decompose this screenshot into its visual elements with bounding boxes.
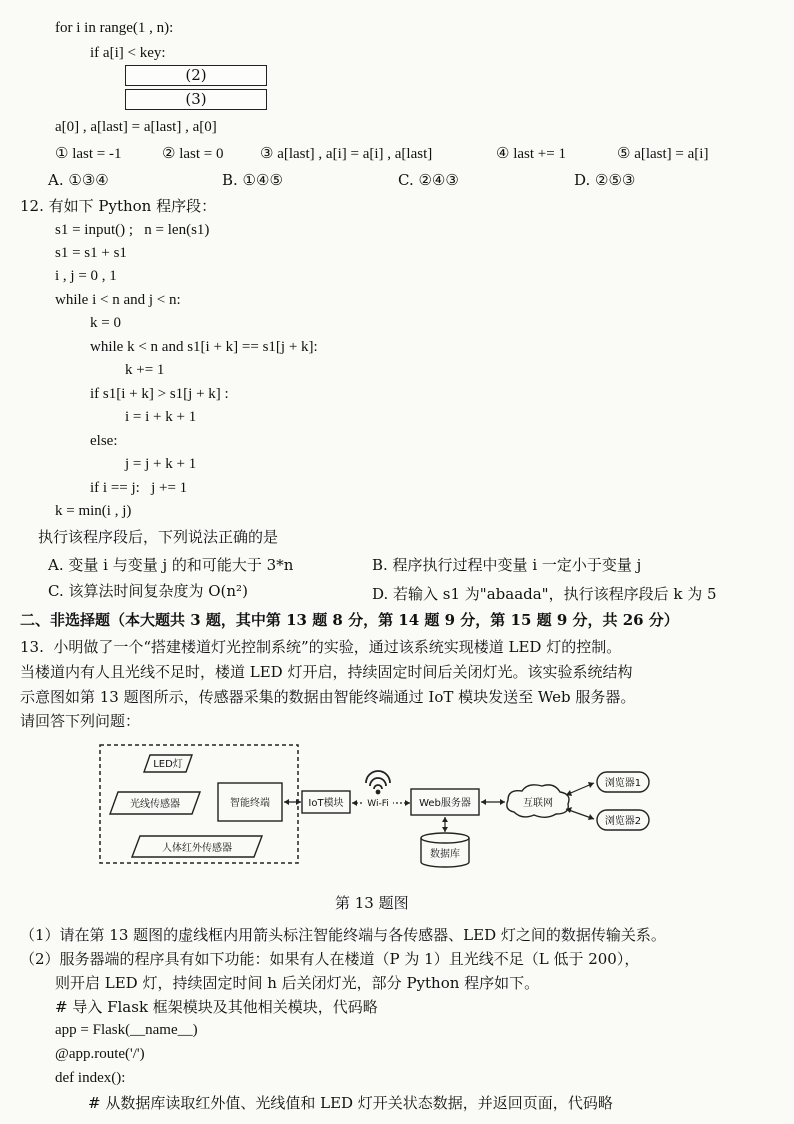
- q12-code-line: if s1[i + k] > s1[j + k] :: [90, 386, 229, 402]
- terminal-label: 智能终端: [230, 798, 270, 809]
- q11-option-1: ① last = -1: [55, 146, 122, 162]
- section-heading: 二、非选择题（本大题共 3 题，其中第 13 题 8 分，第 14 题 9 分，第 15 题 9 分，共 26 分）: [20, 611, 679, 629]
- q12-code-line: i = i + k + 1: [125, 409, 197, 425]
- q12-code-line: k = 0: [90, 315, 121, 331]
- q13-sub1: （1）请在第 13 题图的虚线框内用箭头标注智能终端与各传感器、LED 灯之间的数据传输关系。: [20, 926, 666, 944]
- wifi-icon: [366, 771, 390, 794]
- wifi-label: Wi-Fi: [367, 799, 389, 809]
- q11-option-2: ② last = 0: [162, 146, 224, 162]
- q11-option-3: ③ a[last] , a[i] = a[i] , a[last]: [260, 146, 433, 162]
- q11-choice-b: B. ①④⑤: [222, 171, 283, 189]
- q11-option-4: ④ last += 1: [496, 146, 566, 162]
- q12-question: 执行该程序段后，下列说法正确的是: [38, 528, 279, 546]
- q12-code-line: else:: [90, 433, 118, 449]
- iot-label: IoT模块: [308, 798, 344, 809]
- web-server-label: Web服务器: [419, 798, 471, 809]
- q13-paragraph-line: 示意图如第 13 题图所示，传感器采集的数据由智能终端通过 IoT 模块发送至 Web 服务器。: [20, 688, 636, 706]
- q13-code-line: @app.route('/'): [55, 1046, 145, 1062]
- q13-code-line: def index():: [55, 1070, 126, 1086]
- q13-paragraph-line: 13. 小明做了一个“搭建楼道灯光控制系统”的实验，通过该系统实现楼道 LED 灯的控制。: [20, 638, 622, 656]
- q11-choice-d: D. ②⑤③: [574, 171, 636, 189]
- q11-choice-c: C. ②④③: [398, 171, 459, 189]
- q12-code-line: while k < n and s1[i + k] == s1[j + k]:: [90, 339, 318, 355]
- q12-choice-c: C. 该算法时间复杂度为 O(n²): [48, 582, 248, 600]
- internet-label: 互联网: [523, 798, 553, 809]
- q12-code-line: k = min(i , j): [55, 503, 132, 519]
- q12-code-line: s1 = input() ; n = len(s1): [55, 222, 210, 238]
- q11-code-line-2: if a[i] < key:: [90, 45, 166, 61]
- q12-title: 12. 有如下 Python 程序段：: [20, 197, 217, 215]
- q12-code-line: s1 = s1 + s1: [55, 245, 127, 261]
- q12-code-line: j = j + k + 1: [125, 456, 197, 472]
- q12-code-line: i , j = 0 , 1: [55, 268, 117, 284]
- q12-code-line: while i < n and j < n:: [55, 292, 181, 308]
- q13-sub2-line: 则开启 LED 灯，持续固定时间 h 后关闭灯光，部分 Python 程序如下。: [55, 974, 540, 992]
- q11-code-line-3: a[0] , a[last] = a[last] , a[0]: [55, 119, 217, 135]
- ir-sensor-label: 人体红外传感器: [162, 843, 232, 854]
- q13-sub2-line: （2）服务器端的程序具有如下功能：如果有人在楼道（P 为 1）且光线不足（L 低于 200），: [20, 950, 640, 968]
- q12-code-line: if i == j: j += 1: [90, 480, 188, 496]
- q12-choice-b: B. 程序执行过程中变量 i 一定小于变量 j: [372, 556, 642, 574]
- q11-code-line-1: for i in range(1 , n):: [55, 20, 174, 36]
- q11-option-5: ⑤ a[last] = a[i]: [617, 146, 709, 162]
- q11-blank-2: (2): [125, 65, 267, 86]
- q13-paragraph-line: 当楼道内有人且光线不足时，楼道 LED 灯开启，持续固定时间后关闭灯光。该实验系统结构: [20, 663, 633, 681]
- q12-code-line: k += 1: [125, 362, 165, 378]
- browser2-label: 浏览器2: [604, 816, 642, 827]
- light-sensor-label: 光线传感器: [130, 799, 180, 810]
- q11-blank-3: (3): [125, 89, 267, 110]
- database-label: 数据库: [430, 849, 460, 860]
- q13-code-line: app = Flask(__name__): [55, 1022, 198, 1038]
- q12-choice-d: D. 若输入 s1 为"abaada"，执行该程序段后 k 为 5: [372, 585, 717, 603]
- browser1-label: 浏览器1: [604, 778, 642, 789]
- figure-caption: 第 13 题图: [335, 894, 409, 912]
- q13-code-comment: # 从数据库读取红外值、光线值和 LED 灯开关状态数据，并返回页面，代码略: [88, 1094, 613, 1112]
- q13-code-comment: # 导入 Flask 框架模块及其他相关模块，代码略: [55, 998, 378, 1016]
- q13-paragraph-line: 请回答下列问题：: [20, 712, 141, 730]
- led-label: LED灯: [153, 759, 183, 770]
- q11-choice-a: A. ①③④: [48, 171, 109, 189]
- q12-choice-a: A. 变量 i 与变量 j 的和可能大于 3*n: [48, 556, 294, 574]
